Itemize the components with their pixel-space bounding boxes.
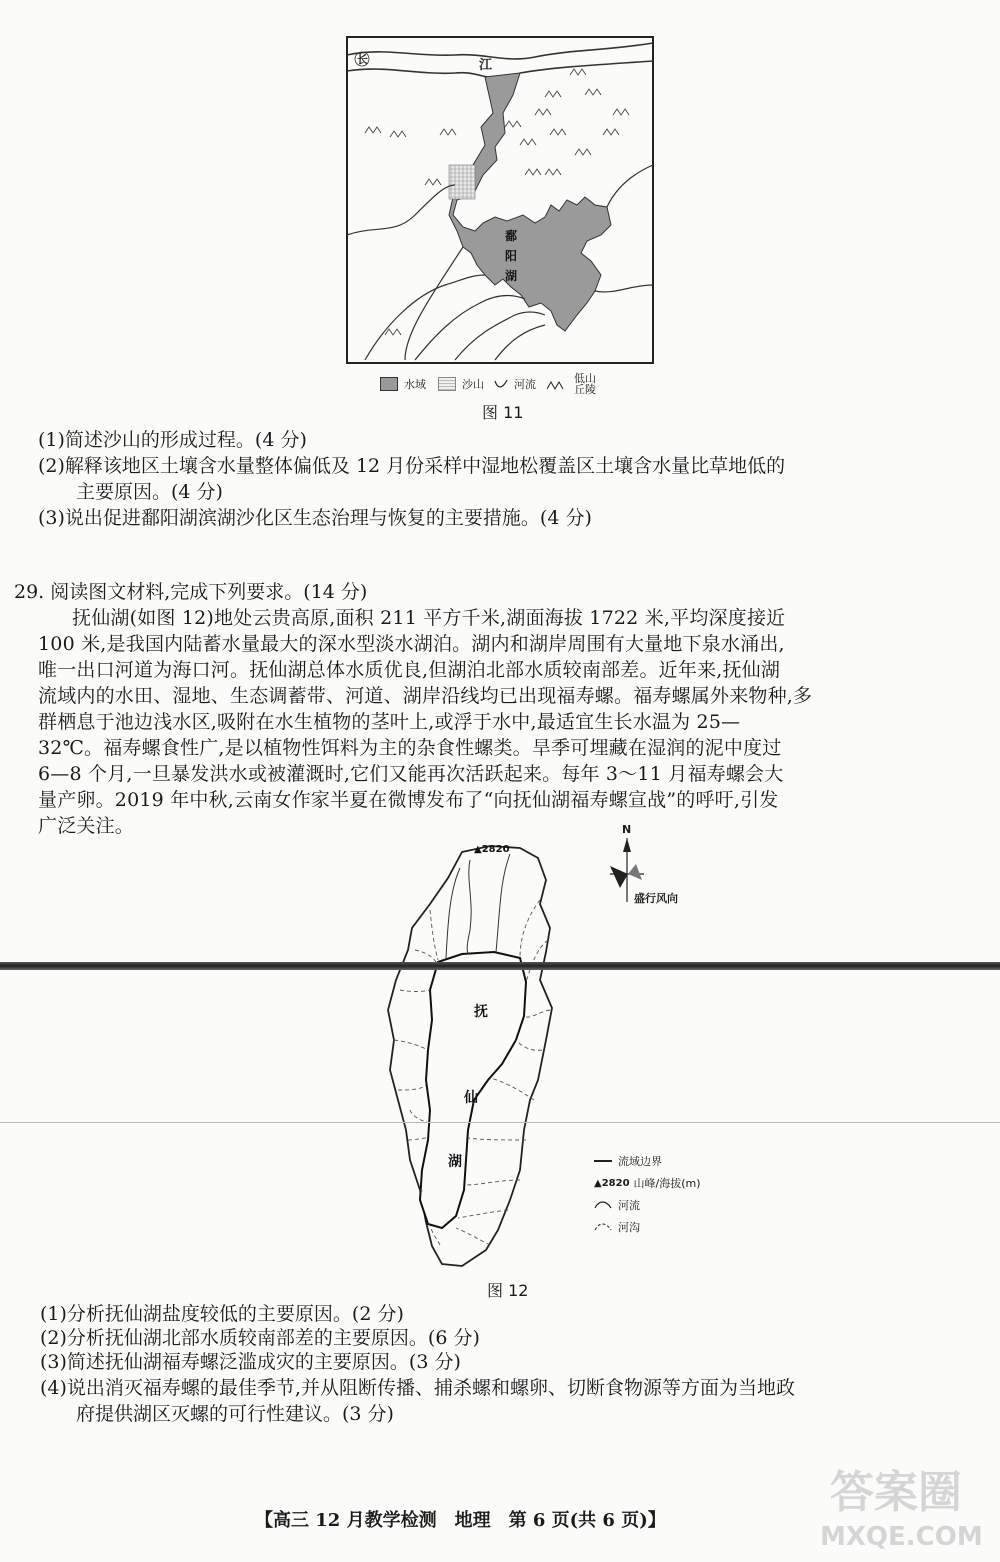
figure-11-map bbox=[345, 35, 655, 365]
north-label: N bbox=[622, 823, 632, 836]
lake-label-3: 湖 bbox=[448, 1154, 462, 1170]
figure-11-legend bbox=[380, 372, 596, 396]
q29-sub-3: (3)简述抚仙湖福寿螺泛滥成灾的主要原因。(3 分) bbox=[40, 1351, 461, 1373]
legend-hills-line-2: 丘陵 bbox=[574, 383, 596, 396]
figure-12-legend bbox=[594, 1150, 734, 1238]
legend-hills-icon bbox=[546, 378, 568, 390]
legend-hills-line-1: 低山 bbox=[574, 372, 596, 385]
legend-gully-icon bbox=[594, 1222, 612, 1232]
q29-para-9: 广泛关注。 bbox=[38, 815, 135, 837]
watermark-logo: 答案圈 bbox=[830, 1467, 962, 1518]
legend-gully: 河沟 bbox=[618, 1221, 640, 1234]
q29-sub-4: (4)说出消灭福寿螺的最佳季节,并从阻断传播、捕杀螺和螺卵、切断食物源等方面为当地政 bbox=[40, 1377, 795, 1399]
label-jiang: 江 bbox=[479, 58, 493, 73]
legend-peak-row bbox=[594, 1172, 734, 1194]
q28-sub-1: (1)简述沙山的形成过程。(4 分) bbox=[38, 429, 307, 451]
legend-sand: 沙山 bbox=[462, 378, 484, 391]
q29-title: 29. 阅读图文材料,完成下列要求。(14 分) bbox=[14, 581, 368, 603]
q29-sub-2: (2)分析抚仙湖北部水质较南部差的主要原因。(6 分) bbox=[40, 1327, 480, 1349]
legend-peak-symbol: ▲2820 bbox=[594, 1177, 630, 1189]
q29-para-6: 32℃。福寿螺食性广,是以植物性饵料为主的杂食性螺类。旱季可埋藏在湿润的泥中度过 bbox=[38, 737, 782, 759]
legend-hills bbox=[574, 373, 596, 395]
figure-11-caption: 图 11 bbox=[482, 403, 524, 422]
page-crease-line bbox=[0, 1122, 1000, 1123]
legend-river-row bbox=[594, 1194, 734, 1216]
q29-para-4: 流域内的水田、湿地、生态调蓄带、河道、湖岸沿线均已出现福寿螺。福寿螺属外来物种,多 bbox=[38, 685, 813, 707]
watermark-url: MXQE.COM bbox=[820, 1522, 983, 1552]
q29-sub-1: (1)分析抚仙湖盐度较低的主要原因。(2 分) bbox=[40, 1303, 404, 1325]
q28-sub-2: (2)解释该地区土壤含水量整体偏低及 12 月份采样中湿地松覆盖区土壤含水量比草地低的 bbox=[38, 455, 786, 477]
legend-boundary-row bbox=[594, 1150, 734, 1172]
q29-para-7: 6—8 个月,一旦暴发洪水或被灌溉时,它们又能再次活跃起来。每年 3～11 月福寿螺会大 bbox=[38, 763, 784, 785]
lake-label-2: 仙 bbox=[464, 1090, 478, 1106]
legend-peak: 山峰/海拔(m) bbox=[633, 1177, 701, 1190]
q28-sub-2-cont: 主要原因。(4 分) bbox=[76, 481, 223, 503]
peak-label: ▲2820 bbox=[474, 844, 510, 855]
q29-para-8: 量产卵。2019 年中秋,云南女作家半夏在微博发布了“向抚仙湖福寿螺宣战”的呼吁,引发 bbox=[38, 789, 779, 811]
q29-para-1: 抚仙湖(如图 12)地处云贵高原,面积 211 平方千米,湖面海拔 1722 米,平均深度接近 bbox=[72, 607, 786, 629]
label-lake-3: 湖 bbox=[505, 269, 518, 283]
figure-12-map bbox=[370, 840, 600, 1280]
label-chang: 长 bbox=[357, 53, 368, 66]
label-lake-1: 鄱 bbox=[505, 229, 518, 243]
legend-water-swatch bbox=[380, 377, 398, 391]
page-footer: 【高三 12 月教学检测 地理 第 6 页(共 6 页)】 bbox=[255, 1510, 666, 1531]
legend-river: 河流 bbox=[514, 378, 536, 391]
legend-boundary: 流域边界 bbox=[618, 1155, 662, 1168]
q28-sub-3: (3)说出促进鄱阳湖滨湖沙化区生态治理与恢复的主要措施。(4 分) bbox=[38, 507, 592, 529]
q29-para-3: 唯一出口河道为海口河。抚仙湖总体水质优良,但湖泊北部水质较南部差。近年来,抚仙湖 bbox=[38, 659, 781, 681]
lake-label-1: 抚 bbox=[474, 1004, 488, 1020]
q29-sub-4-cont: 府提供湖区灭螺的可行性建议。(3 分) bbox=[76, 1403, 394, 1425]
q29-para-2: 100 米,是我国内陆蓄水量最大的深水型淡水湖泊。湖内和湖岸周围有大量地下泉水涌出, bbox=[38, 633, 785, 655]
legend-water: 水域 bbox=[404, 378, 426, 391]
legend-sand-swatch bbox=[438, 377, 456, 391]
figure-12-caption: 图 12 bbox=[487, 1281, 529, 1300]
legend-boundary-line bbox=[594, 1160, 612, 1162]
q29-para-5: 群栖息于池边浅水区,吸附在水生植物的茎叶上,或浮于水中,最适宜生长水温为 25— bbox=[38, 711, 741, 733]
wind-label: 盛行风向 bbox=[634, 892, 678, 905]
legend-gully-row bbox=[594, 1216, 734, 1238]
page-fold-line bbox=[0, 962, 1000, 970]
legend-river-icon bbox=[494, 378, 508, 390]
legend-river-12: 河流 bbox=[618, 1199, 640, 1212]
label-lake-2: 阳 bbox=[505, 249, 518, 263]
legend-river-icon-12 bbox=[594, 1200, 612, 1210]
